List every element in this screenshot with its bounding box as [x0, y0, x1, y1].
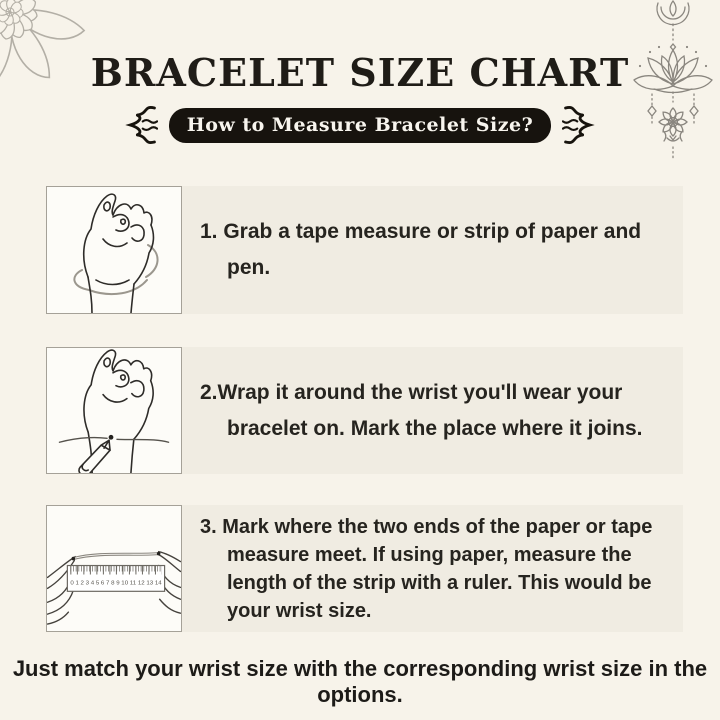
step-text-wrap [182, 186, 683, 314]
hands-with-ruler-illustration [46, 505, 182, 632]
step-text-wrap [182, 505, 683, 632]
instruction-steps [46, 186, 683, 632]
footer-note: Just match your wrist size with the corresponding wrist size in the options. [12, 656, 708, 707]
step-row-3 [46, 505, 683, 632]
fist-with-measuring-loop-illustration [46, 186, 182, 314]
how-to-measure-badge: How to Measure Bracelet Size? [169, 108, 552, 143]
swirl-brace-right-icon [562, 103, 596, 147]
subtitle-badge-row [0, 103, 720, 147]
step-1-text: 1. Grab a tape measure or strip of paper and pen. [200, 220, 642, 279]
step-row-2 [46, 347, 683, 474]
step-2-text: 2.Wrap it around the wrist you'll wear your bracelet on. Mark the place where it joins. [200, 380, 643, 440]
ruler-numbers: 0 1 2 3 4 5 6 7 8 9 10 11 12 13 14 [70, 580, 162, 587]
step-text-wrap [182, 347, 683, 474]
step-3-text: 3. Mark where the two ends of the paper or tape measure meet. If using paper, measure the length of the strip with a ruler. This would be your wrist size. [200, 515, 653, 622]
swirl-brace-left-icon [124, 103, 158, 147]
step-row-1 [46, 186, 683, 314]
page-title: BRACELET SIZE CHART [90, 50, 630, 95]
fist-with-pen-marking-illustration [46, 347, 182, 474]
